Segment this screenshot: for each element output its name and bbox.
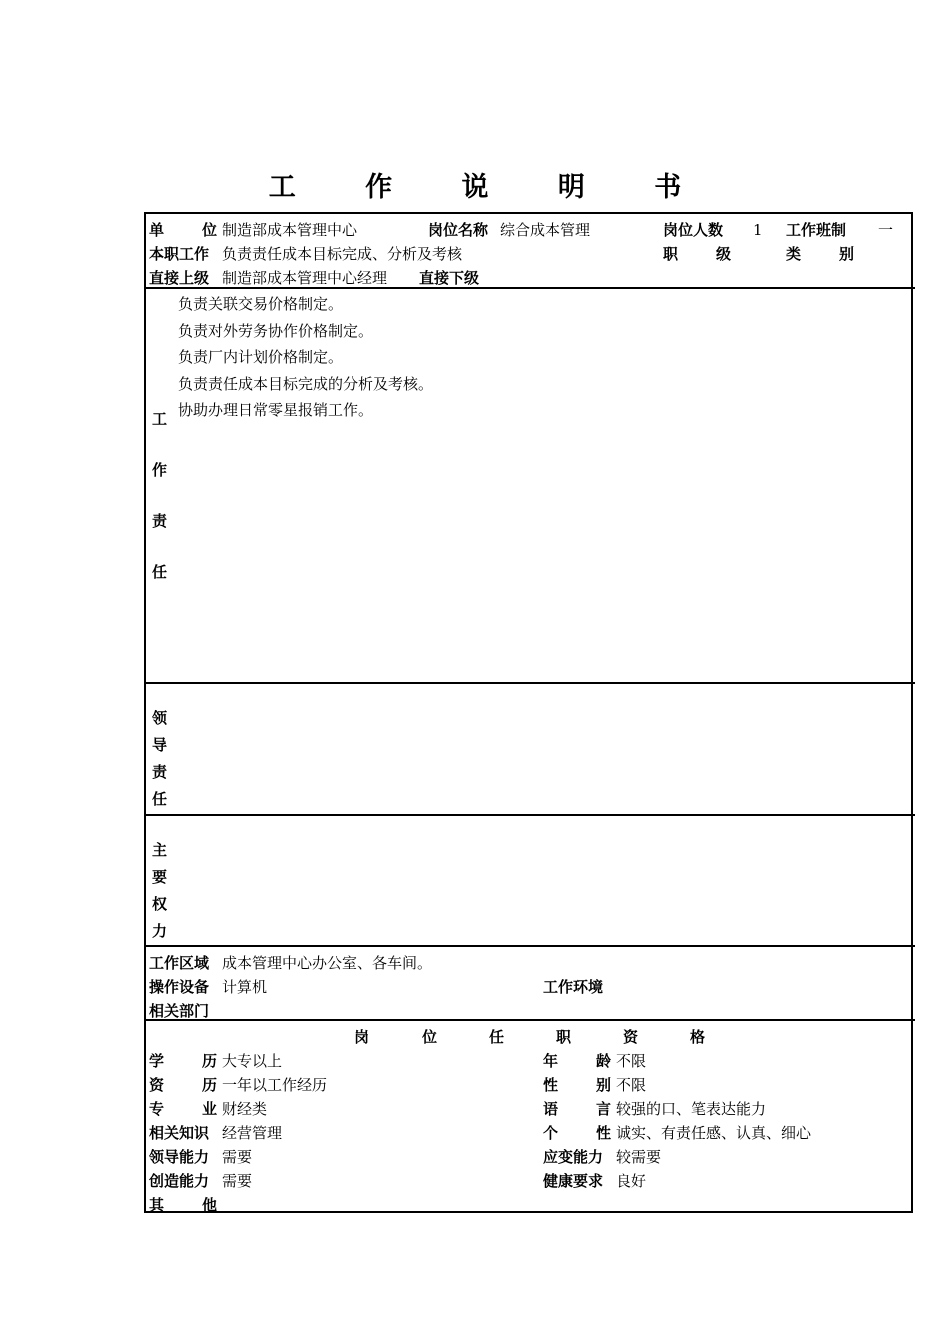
education-label: 学 历 <box>149 1052 217 1070</box>
unit-label: 单 位 <box>149 221 217 239</box>
environment-label: 工作环境 <box>543 978 604 996</box>
unit-value: 制造部成本管理中心 <box>222 221 358 239</box>
responsibilities-label: 工 作 责 任 <box>152 410 168 581</box>
divider <box>144 1019 915 1021</box>
page-title: 工 作 说 明 书 <box>268 172 712 203</box>
position-name-label: 岗位名称 <box>428 221 489 239</box>
position-name-value: 综合成本管理 <box>500 221 591 239</box>
other-label: 其 他 <box>149 1196 217 1214</box>
knowledge-value: 经营管理 <box>222 1124 283 1142</box>
knowledge-label: 相关知识 <box>149 1124 210 1142</box>
leadership-ability-label: 领导能力 <box>149 1148 210 1166</box>
experience-value: 一年以工作经历 <box>222 1076 328 1094</box>
creativity-value: 需要 <box>222 1172 253 1190</box>
health-label: 健康要求 <box>543 1172 604 1190</box>
language-label: 语 言 <box>543 1100 611 1118</box>
authority-label: 主 要 权 力 <box>152 841 168 940</box>
responsibility-item: 协助办理日常零星报销工作。 <box>178 401 374 419</box>
major-value: 财经类 <box>222 1100 268 1118</box>
work-area-value: 成本管理中心办公室、各车间。 <box>222 954 433 972</box>
headcount-label: 岗位人数 <box>663 221 724 239</box>
category-label: 类 别 <box>786 245 854 263</box>
major-label: 专 业 <box>149 1100 217 1118</box>
divider <box>144 682 915 684</box>
equipment-label: 操作设备 <box>149 978 210 996</box>
divider <box>144 814 915 816</box>
gender-value: 不限 <box>616 1076 647 1094</box>
responsibility-item: 负责对外劳务协作价格制定。 <box>178 322 374 340</box>
duty-value: 负责责任成本目标完成、分析及考核 <box>222 245 463 263</box>
superior-label: 直接上级 <box>149 269 210 287</box>
experience-label: 资 历 <box>149 1076 217 1094</box>
headcount-value: 1 <box>753 221 763 239</box>
shift-value: 一 <box>878 221 894 239</box>
adaptability-label: 应变能力 <box>543 1148 604 1166</box>
gender-label: 性 别 <box>543 1076 611 1094</box>
divider <box>144 287 915 289</box>
creativity-label: 创造能力 <box>149 1172 210 1190</box>
adaptability-value: 较需要 <box>616 1148 662 1166</box>
grade-label: 职 级 <box>663 245 731 263</box>
language-value: 较强的口、笔表达能力 <box>616 1100 767 1118</box>
equipment-value: 计算机 <box>222 978 268 996</box>
responsibility-item: 负责责任成本目标完成的分析及考核。 <box>178 375 434 393</box>
age-label: 年 龄 <box>543 1052 611 1070</box>
departments-label: 相关部门 <box>149 1002 210 1020</box>
age-value: 不限 <box>616 1052 647 1070</box>
education-value: 大专以上 <box>222 1052 283 1070</box>
responsibility-item: 负责厂内计划价格制定。 <box>178 348 344 366</box>
superior-value: 制造部成本管理中心经理 <box>222 269 388 287</box>
responsibility-item: 负责关联交易价格制定。 <box>178 295 344 313</box>
personality-label: 个 性 <box>543 1124 611 1142</box>
health-value: 良好 <box>616 1172 647 1190</box>
leadership-ability-value: 需要 <box>222 1148 253 1166</box>
subordinate-label: 直接下级 <box>419 269 480 287</box>
work-area-label: 工作区域 <box>149 954 210 972</box>
personality-value: 诚实、有责任感、认真、细心 <box>616 1124 812 1142</box>
duty-label: 本职工作 <box>149 245 210 263</box>
divider <box>144 945 915 947</box>
shift-label: 工作班制 <box>786 221 847 239</box>
leadership-label: 领 导 责 任 <box>152 709 168 808</box>
